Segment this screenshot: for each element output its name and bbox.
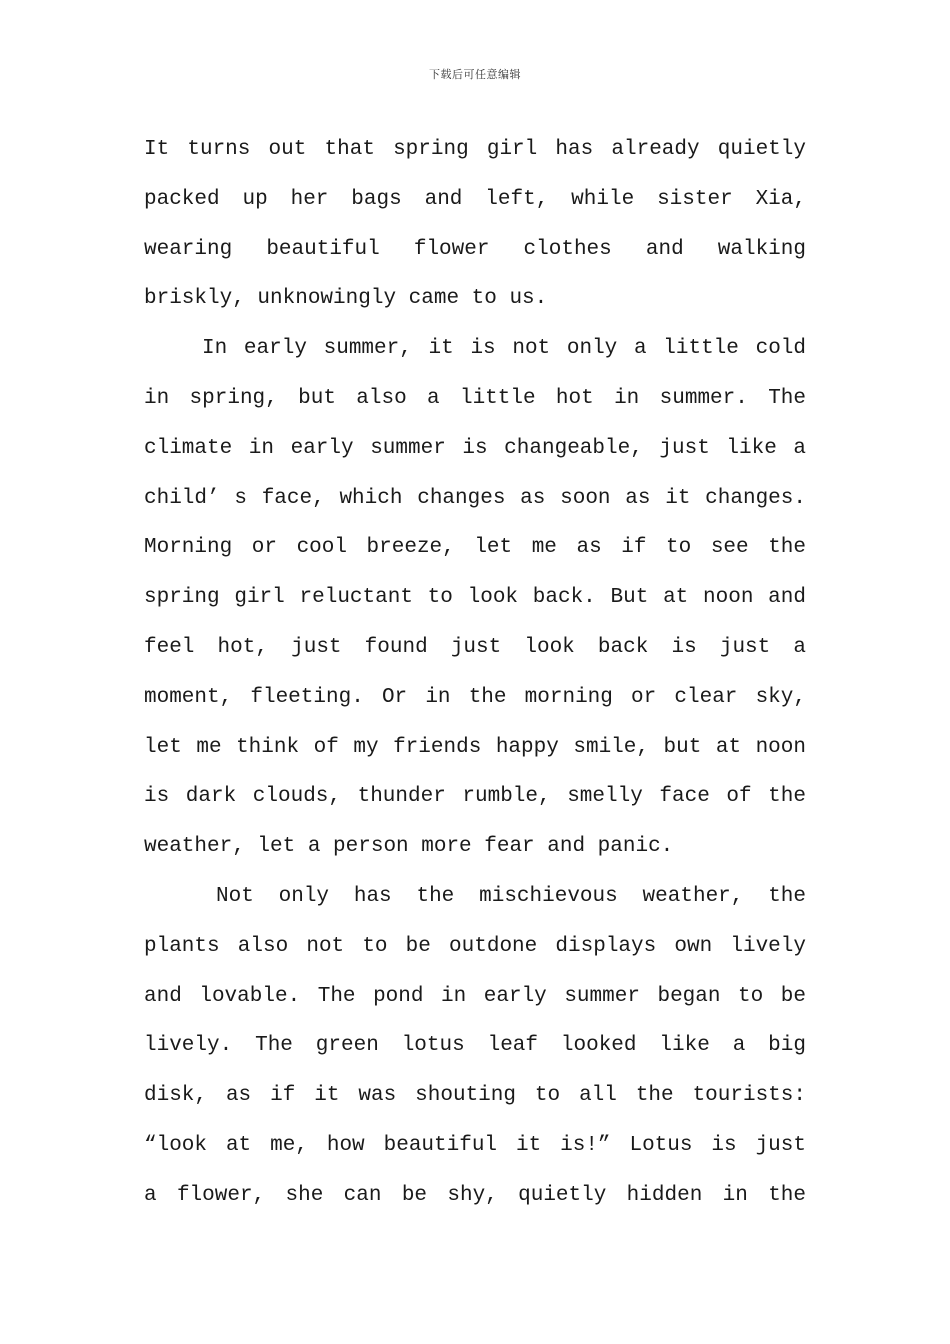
text-line: packed up her bags and left, while sister Xia, — [144, 187, 806, 211]
text-line: Morning or cool breeze, let me as if to see the — [144, 536, 806, 560]
text-line: feel hot, just found just look back is just a — [144, 635, 806, 659]
text-line: “look at me, how beautiful it is!” Lotus is just — [144, 1133, 806, 1157]
paragraph — [144, 125, 806, 324]
text-line: spring girl reluctant to look back. But at noon and — [144, 586, 806, 610]
text-line: moment, fleeting. Or in the morning or clear sky, — [144, 685, 806, 709]
text-line: plants also not to be outdone displays own lively — [144, 934, 806, 958]
text-line: child’ s face, which changes as soon as it changes. — [144, 486, 806, 510]
text-line: lively. The green lotus leaf looked like a big — [144, 1034, 806, 1058]
text-line: is dark clouds, thunder rumble, smelly face of the — [144, 785, 806, 809]
text-line: It turns out that spring girl has already quietly — [144, 138, 806, 161]
text-line: briskly, unknowingly came to us. — [144, 287, 548, 311]
text-line: Not only has the mischievous weather, the — [216, 884, 806, 908]
text-line: In early summer, it is not only a little cold — [202, 337, 806, 361]
text-line: let me think of my friends happy smile, but at noon — [144, 735, 806, 759]
text-line: a flower, she can be shy, quietly hidden in the — [144, 1183, 806, 1207]
text-line: and lovable. The pond in early summer began to be — [144, 984, 806, 1008]
text-line: wearing beautiful flower clothes and walking — [144, 237, 806, 261]
page-header-note: 下载后可任意编辑 — [429, 68, 521, 81]
document-body — [144, 125, 806, 1221]
paragraph — [144, 872, 806, 1221]
text-line: disk, as if it was shouting to all the tourists: — [144, 1084, 806, 1108]
text-line: in spring, but also a little hot in summer. The — [144, 386, 806, 410]
text-line: weather, let a person more fear and panic. — [144, 835, 674, 859]
text-line: climate in early summer is changeable, just like a — [144, 436, 806, 460]
paragraph — [144, 324, 806, 872]
